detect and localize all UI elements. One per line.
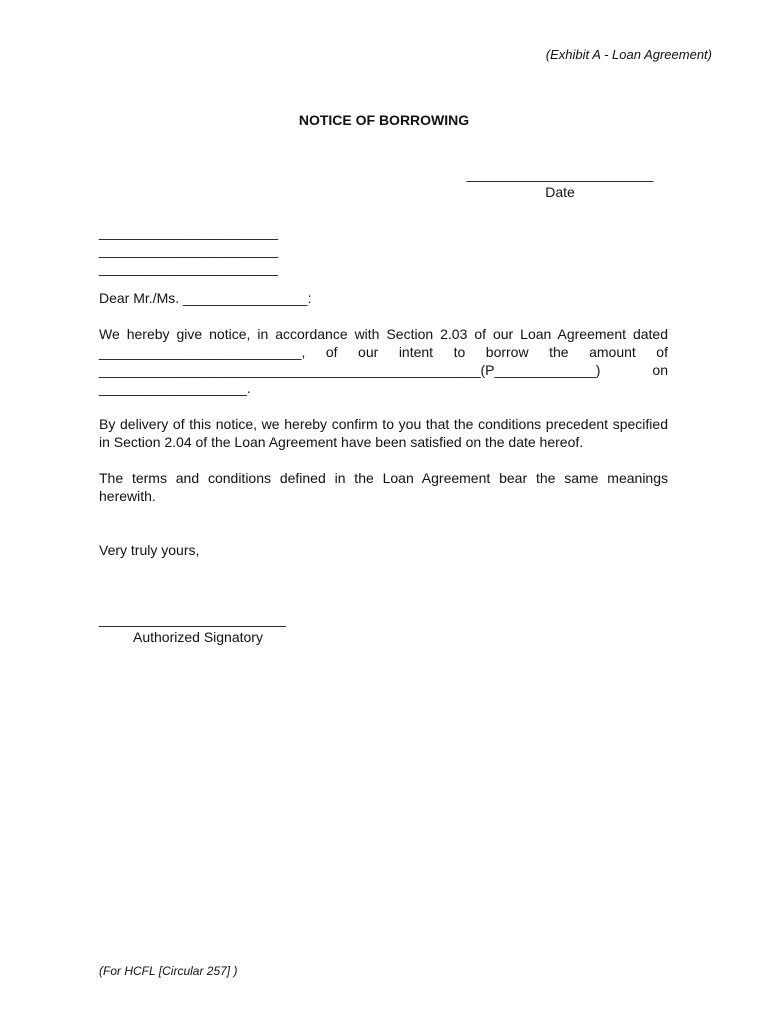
document-title: NOTICE OF BORROWING <box>298 112 470 128</box>
notice-line: __________________________, of our intent to borrow the amount of <box>99 344 668 360</box>
notice-line: ___________________. <box>99 380 251 396</box>
closing: Very truly yours, <box>99 542 200 558</box>
recipient-address <box>99 223 278 277</box>
address-line: _______________________ <box>99 224 279 240</box>
date-label: Date <box>545 184 575 200</box>
notice-line: _________________________________________________(P_____________) on <box>99 362 668 378</box>
notice-line: We hereby give notice, in accordance with Section 2.03 of our Loan Agreement dated <box>99 326 668 342</box>
footer-reference: (For HCFL [Circular 257] ) <box>99 964 238 978</box>
signature-label: Authorized Signatory <box>133 629 263 645</box>
letter-body <box>99 289 668 577</box>
notice-paragraph <box>99 325 668 397</box>
address-line: _______________________ <box>99 260 279 276</box>
terms-paragraph: The terms and conditions defined in the Loan Agreement bear the same meanings herewith. <box>99 470 668 504</box>
signature-block <box>99 610 286 646</box>
date-block <box>463 165 657 201</box>
exhibit-reference: (Exhibit A - Loan Agreement) <box>545 47 712 62</box>
address-line: _______________________ <box>99 242 279 258</box>
confirmation-paragraph: By delivery of this notice, we hereby confirm to you that the conditions precedent specified in Section 2.04 of the Loan Agreement have been satisfied on the date hereof. <box>99 416 668 450</box>
signature-line: ________________________ <box>99 611 286 627</box>
date-line: ________________________ <box>466 166 654 182</box>
salutation: Dear Mr./Ms. ________________: <box>99 290 312 306</box>
